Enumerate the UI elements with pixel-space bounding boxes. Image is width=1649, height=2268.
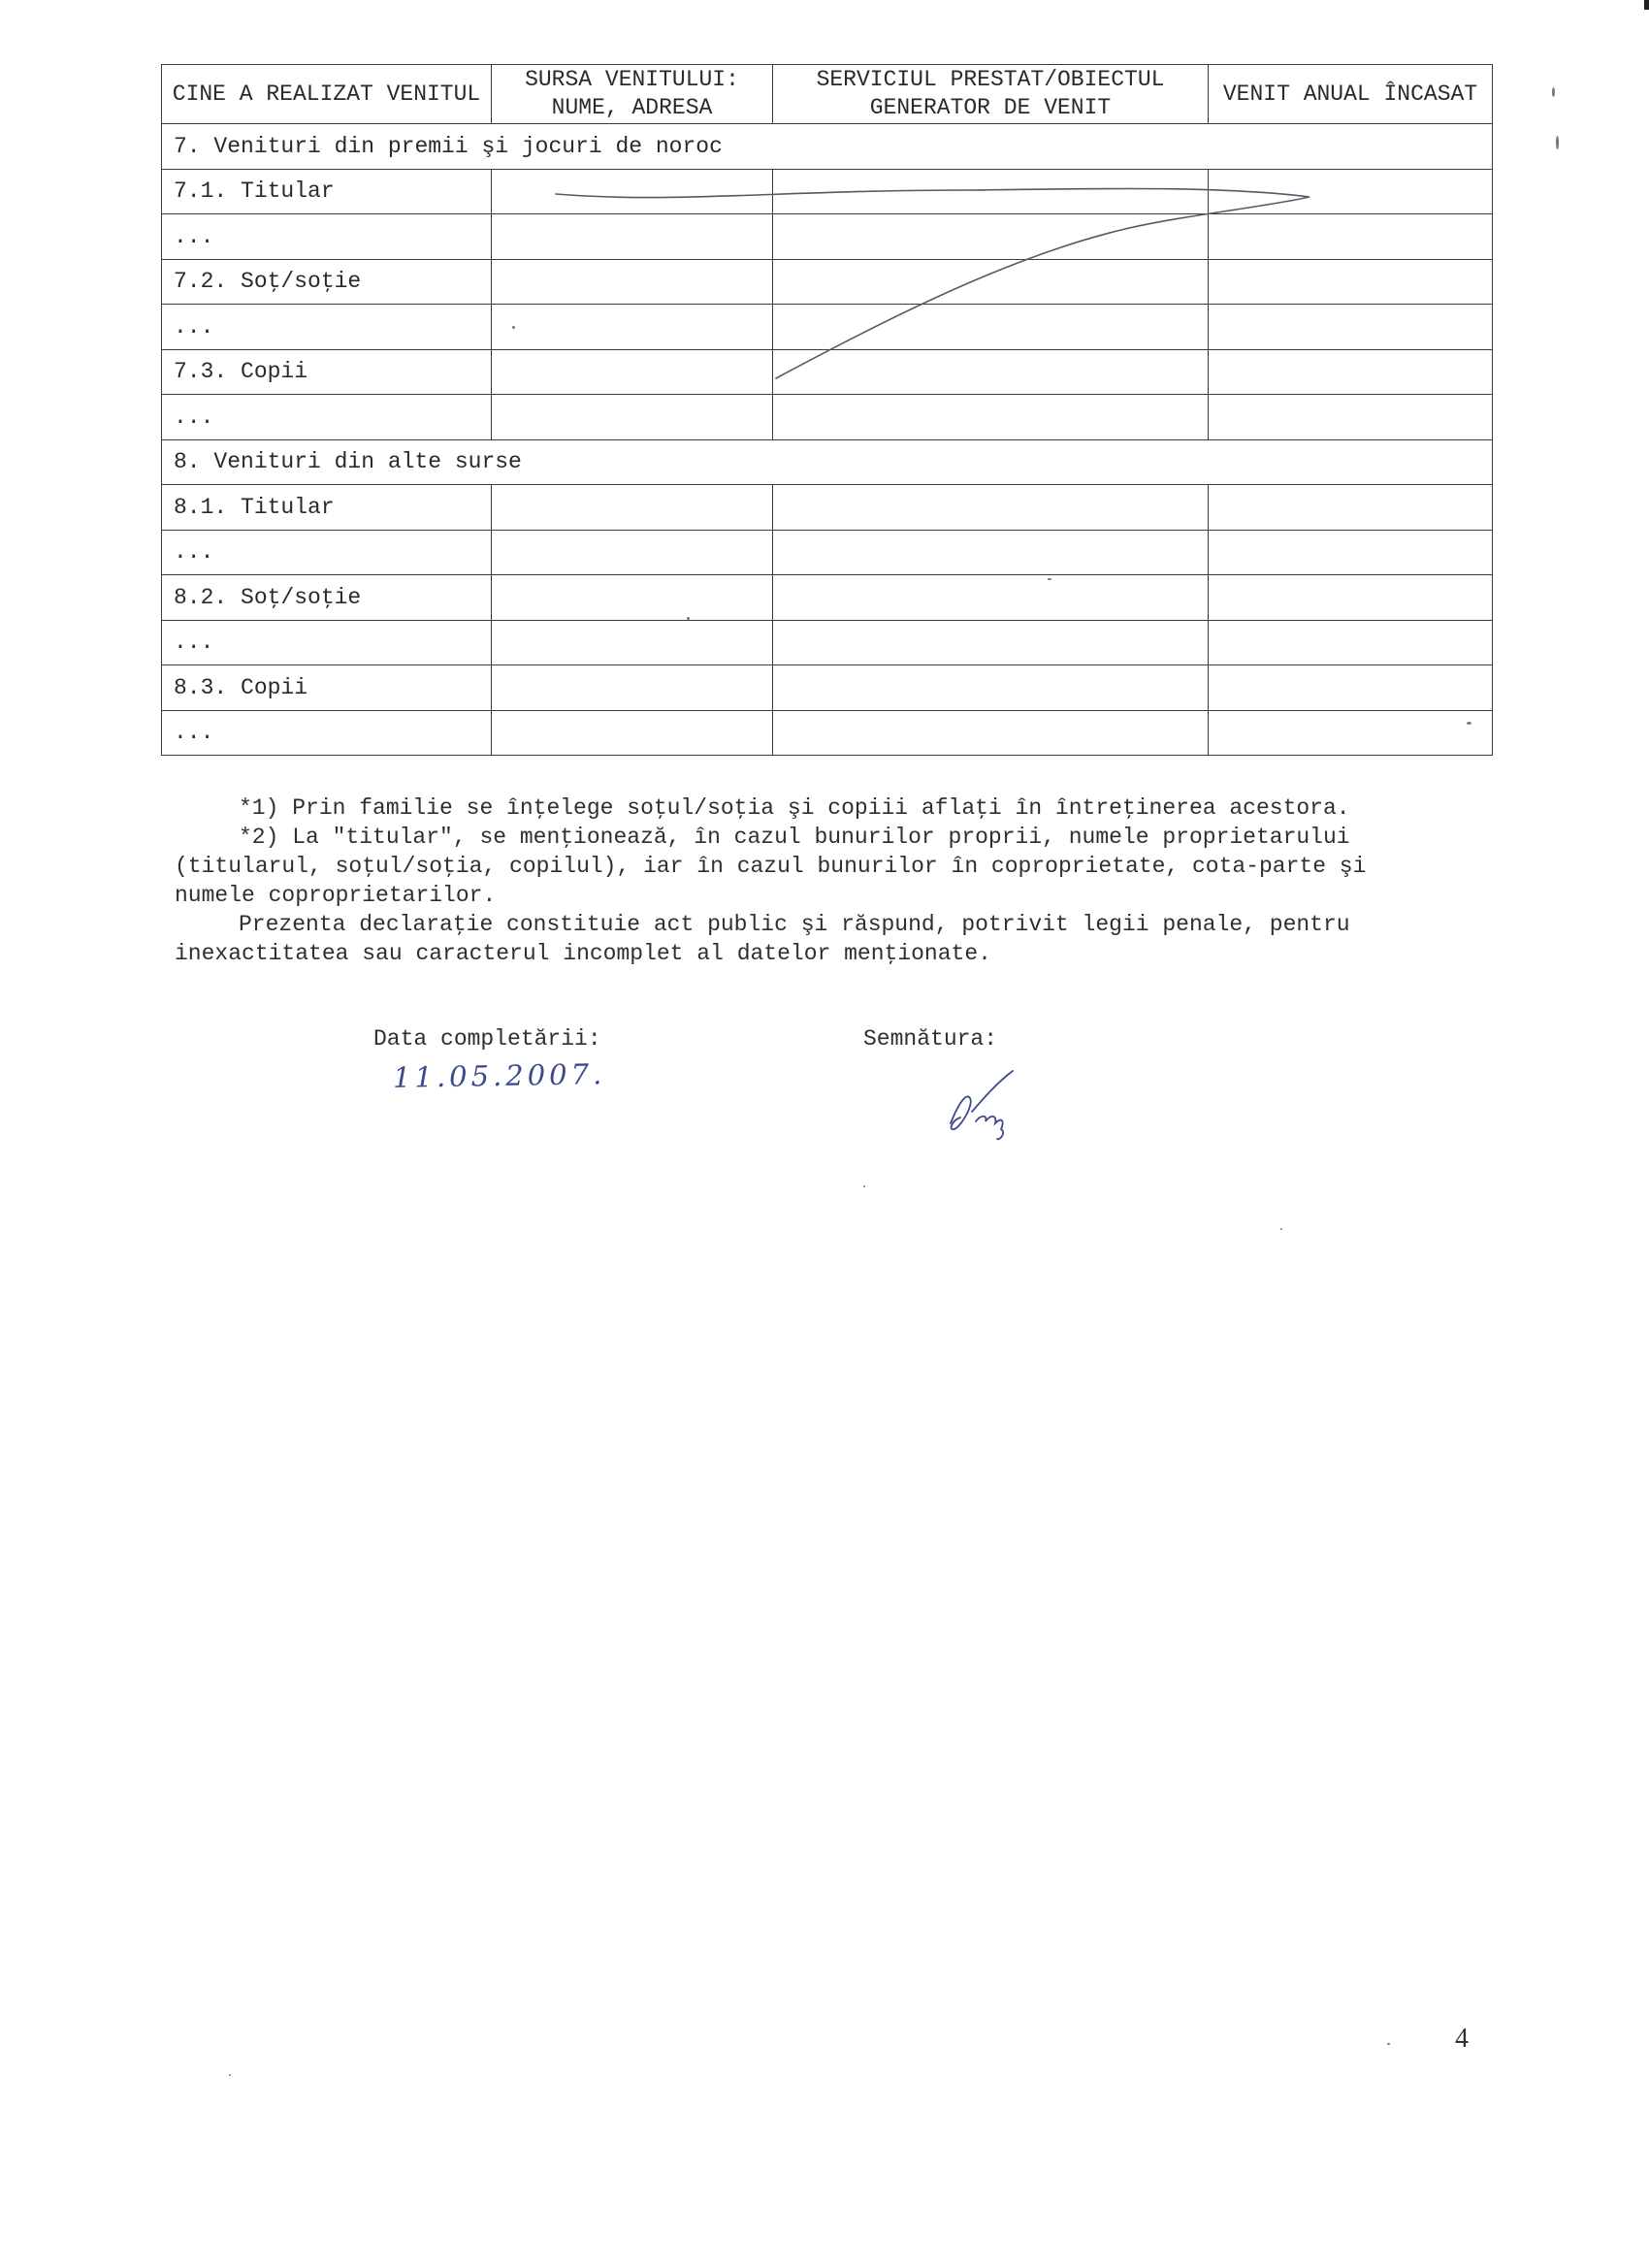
row-label: 7.1. Titular — [162, 169, 492, 214]
footnote-1: *1) Prin familie se înţelege soţul/soţia şi copiii aflaţi în întreţinerea acestora. — [239, 795, 1350, 821]
scan-speck — [1048, 578, 1051, 580]
footnotes — [175, 794, 1436, 968]
scan-speck — [1552, 87, 1555, 97]
header-annual-income: VENIT ANUAL ÎNCASAT — [1209, 65, 1493, 124]
row-label: 8.2. Soţ/soţie — [162, 575, 492, 621]
row-label: 8.1. Titular — [162, 485, 492, 531]
table-row — [162, 395, 1493, 440]
table-row — [162, 169, 1493, 214]
header-who: CINE A REALIZAT VENITUL — [162, 65, 492, 124]
handwritten-date: 11.05.2007. — [392, 1057, 606, 1094]
row-label: ... — [162, 620, 492, 665]
row-label: ... — [162, 305, 492, 350]
page-edge-mark — [1644, 0, 1649, 10]
scan-speck — [1280, 1228, 1282, 1230]
table-row — [162, 259, 1493, 305]
table-row — [162, 530, 1493, 575]
footnote-2: *2) La "titular", se menţionează, în cazul bunurilor proprii, numele proprietarului (titularul, soţul/soţia, copilul), iar în cazul bunurilor în coproprietate, cota-parte şi numele coproprietarilor. — [175, 825, 1367, 908]
header-source: SURSA VENITULUI: NUME, ADRESA — [492, 65, 773, 124]
page-number: 4 — [1455, 2024, 1469, 2054]
income-table — [161, 64, 1493, 756]
section-title-row — [162, 124, 1493, 170]
section-7-title: 7. Venituri din premii şi jocuri de noroc — [162, 124, 1493, 170]
section-8-title: 8. Venituri din alte surse — [162, 439, 1493, 485]
table-header-row — [162, 65, 1493, 124]
table-row — [162, 214, 1493, 260]
table-row — [162, 710, 1493, 756]
table-row — [162, 305, 1493, 350]
row-label: 8.3. Copii — [162, 665, 492, 711]
section-title-row — [162, 439, 1493, 485]
row-label: ... — [162, 214, 492, 260]
table-row — [162, 665, 1493, 711]
scan-speck — [1556, 136, 1559, 149]
scan-speck — [1387, 2043, 1390, 2045]
row-label: ... — [162, 530, 492, 575]
scan-speck — [1467, 722, 1471, 725]
scan-speck — [687, 617, 690, 620]
table-row — [162, 575, 1493, 621]
table-row — [162, 349, 1493, 395]
scan-speck — [229, 2074, 231, 2076]
declaration-text: Prezenta declaraţie constituie act public şi răspund, potrivit legii penale, pentru inexactitatea sau caracterul incomplet al datelor menţionate. — [175, 912, 1350, 966]
table-row — [162, 485, 1493, 531]
scan-speck — [512, 326, 515, 329]
row-label: ... — [162, 710, 492, 756]
table-row — [162, 620, 1493, 665]
scan-speck — [863, 1185, 865, 1187]
row-label: ... — [162, 395, 492, 440]
date-label: Data completării: — [373, 1026, 601, 1052]
handwritten-signature — [941, 1065, 1048, 1152]
header-service: SERVICIUL PRESTAT/OBIECTUL GENERATOR DE VENIT — [773, 65, 1209, 124]
row-label: 7.3. Copii — [162, 349, 492, 395]
row-label: 7.2. Soţ/soţie — [162, 259, 492, 305]
signature-label: Semnătura: — [863, 1026, 998, 1052]
